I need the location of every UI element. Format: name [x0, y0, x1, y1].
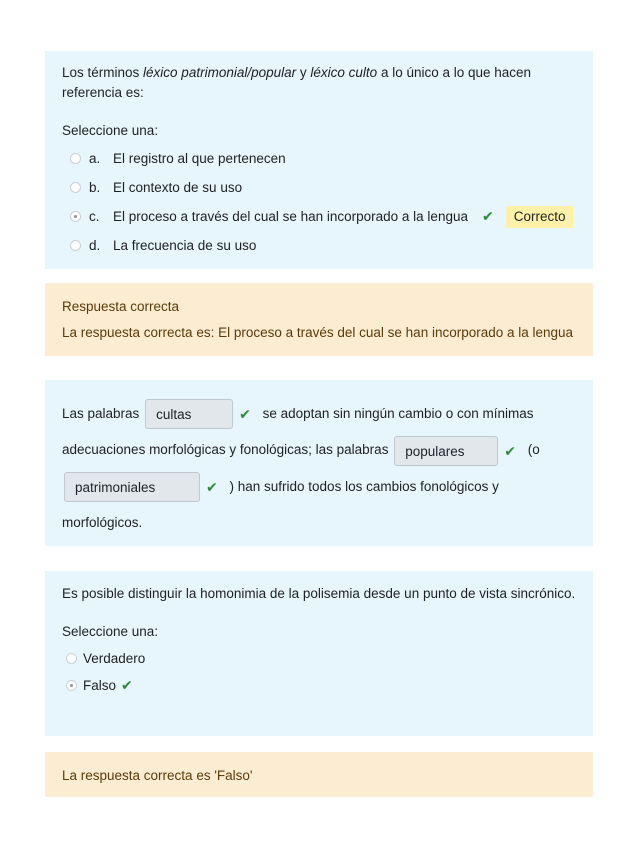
option-c-text: El proceso a través del cual se han incorporado a la lengua — [113, 209, 468, 224]
option-a-letter: a. — [89, 151, 101, 166]
option-verdadero[interactable] — [62, 645, 576, 672]
check-icon: ✔ — [481, 208, 494, 224]
option-verdadero-text: Verdadero — [83, 651, 146, 666]
radio-c-selected[interactable] — [70, 211, 81, 222]
feedback-1-answer: La respuesta correcta es: El proceso a través del cual se han incorporado a la lengua — [62, 325, 574, 340]
radio-verdadero[interactable] — [66, 653, 77, 664]
question-1-text: Los términos léxico patrimonial/popular y léxico culto a lo único a lo que hacen referencia es: — [62, 65, 532, 100]
question-2-card — [45, 380, 593, 546]
question-3-text: Es posible distinguir la homonimia de la polisemia desde un punto de vista sincrónico. — [62, 586, 576, 601]
option-falso-text: Falso — [83, 678, 117, 693]
question-1-card — [45, 51, 593, 269]
check-icon: ✔ — [239, 406, 251, 423]
question-2-text: Las palabras cultas ✔ se adoptan sin ningún cambio o con mínimas adecuaciones morfológicas y fonológicas; las palabras populares ✔ (o patrimoniales ✔ ) han sufrido todos los cambios fonológicos y morfológicos. — [62, 396, 576, 541]
option-b-text: El contexto de su uso — [113, 180, 243, 195]
feedback-1-title: Respuesta correcta — [62, 299, 180, 314]
option-d-letter: d. — [89, 238, 101, 253]
term-patrimonial: léxico patrimonial/popular — [143, 65, 297, 80]
question-3-prompt: Seleccione una: — [62, 624, 159, 639]
radio-b[interactable] — [70, 182, 81, 193]
radio-a[interactable] — [70, 153, 81, 164]
check-icon: ✔ — [121, 677, 133, 693]
question-1-options — [62, 144, 576, 260]
term-culto: léxico culto — [310, 65, 378, 80]
option-a-text: El registro al que pertenecen — [113, 151, 286, 166]
blank-3-input[interactable]: patrimoniales — [64, 472, 200, 502]
option-b-letter: b. — [89, 180, 101, 195]
check-icon: ✔ — [504, 442, 516, 459]
radio-falso-selected[interactable] — [66, 680, 77, 691]
blank-1-input[interactable]: cultas — [145, 399, 233, 429]
option-c[interactable] — [62, 202, 576, 231]
correct-badge: Correcto — [506, 206, 574, 228]
option-d[interactable] — [62, 231, 576, 260]
feedback-3-answer: La respuesta correcta es 'Falso' — [62, 768, 253, 783]
feedback-1 — [45, 283, 593, 356]
option-d-text: La frecuencia de su uso — [113, 238, 257, 253]
option-a[interactable] — [62, 144, 576, 173]
check-icon: ✔ — [206, 479, 218, 496]
question-3-options — [62, 645, 576, 699]
option-falso[interactable] — [62, 672, 576, 699]
question-3-card — [45, 571, 593, 736]
blank-2-input[interactable]: populares — [394, 436, 498, 466]
question-1-prompt: Seleccione una: — [62, 123, 159, 138]
option-b[interactable] — [62, 173, 576, 202]
radio-d[interactable] — [70, 240, 81, 251]
option-c-letter: c. — [89, 209, 100, 224]
feedback-3 — [45, 752, 593, 797]
